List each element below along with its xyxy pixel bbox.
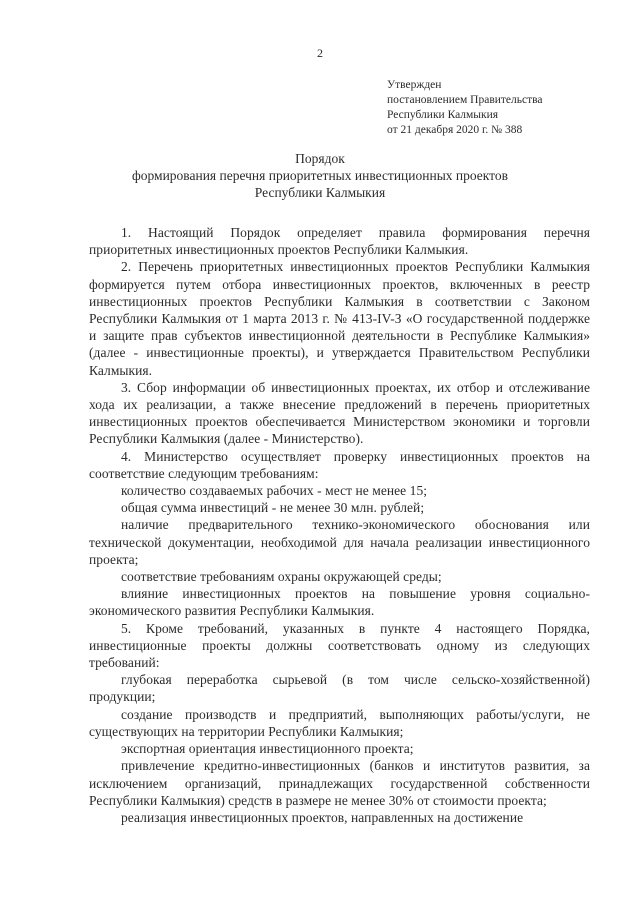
title-line: формирования перечня приоритетных инвестиционных проектов xyxy=(131,168,509,183)
paragraph: соответствие требованиям охраны окружающей среды; xyxy=(121,569,442,585)
paragraph: 5. Кроме требований, указанных в пункте 4 настоящего Порядка, инвестиционные проекты должны соответствовать одному из следующих требований: xyxy=(89,620,590,671)
paragraph: глубокая переработка сырьевой (в том числе сельско-хозяйственной) продукции; xyxy=(89,672,590,705)
approval-stamp xyxy=(387,78,543,138)
paragraph: 1. Настоящий Порядок определяет правила формирования перечня приоритетных инвестиционных проектов Республики Калмыкия. xyxy=(89,225,590,258)
paragraph: 2. Перечень приоритетных инвестиционных проектов Республики Калмыкия формируется путем отбора инвестиционных проектов, включенных в реестр инвестиционных проектов Республики Калмыкия в соответствии с Законом Республики Калмыкия от 1 марта 2013 г. № 413-IV-З «О государственной поддержке и защите прав субъектов инвестиционной деятельности в Республике Калмыкия» (далее - инвестиционные проекты), и утверждается Правительством Республики Калмыкия. xyxy=(89,259,590,378)
paragraph: экспортная ориентация инвестиционного проекта; xyxy=(121,741,414,757)
title-line: Республики Калмыкия xyxy=(254,185,386,200)
document-title xyxy=(0,150,640,201)
paragraph: создание производств и предприятий, выполняющих работы/услуги, не существующих на территории Республики Калмыкия; xyxy=(89,706,590,739)
approval-line: Утвержден xyxy=(387,79,442,91)
approval-line: от 21 декабря 2020 г. № 388 xyxy=(387,124,523,136)
paragraph: 3. Сбор информации об инвестиционных проектах, их отбор и отслеживание хода их реализации, а также внесение предложений в перечень приоритетных инвестиционных проектов обеспечивается Министерством экономики и торговли Республики Калмыкия (далее - Министерство). xyxy=(89,379,590,447)
paragraph: привлечение кредитно-инвестиционных (банков и институтов развития, за исключением организаций, принадлежащих государственной собственности Республики Калмыкия) средств в размере не менее 30% от стоимости проекта; xyxy=(89,758,590,808)
paragraph: 4. Министерство осуществляет проверку инвестиционных проектов на соответствие следующим требованиям: xyxy=(89,448,590,481)
approval-line: постановлением Правительства xyxy=(387,94,543,106)
paragraph: наличие предварительного технико-экономического обоснования или технической документации, необходимой для начала реализации инвестиционного проекта; xyxy=(89,517,590,567)
paragraph: общая сумма инвестиций - не менее 30 млн. рублей; xyxy=(121,500,425,516)
paragraph: количество создаваемых рабочих - мест не менее 15; xyxy=(121,483,428,499)
approval-line: Республики Калмыкия xyxy=(387,109,499,121)
title-line: Порядок xyxy=(295,151,345,166)
document-body xyxy=(89,224,590,826)
paragraph: реализация инвестиционных проектов, направленных на достижение xyxy=(121,809,524,825)
paragraph: влияние инвестиционных проектов на повышение уровня социально-экономического развития Республики Калмыкия. xyxy=(89,586,590,619)
page-number: 2 xyxy=(317,46,323,60)
